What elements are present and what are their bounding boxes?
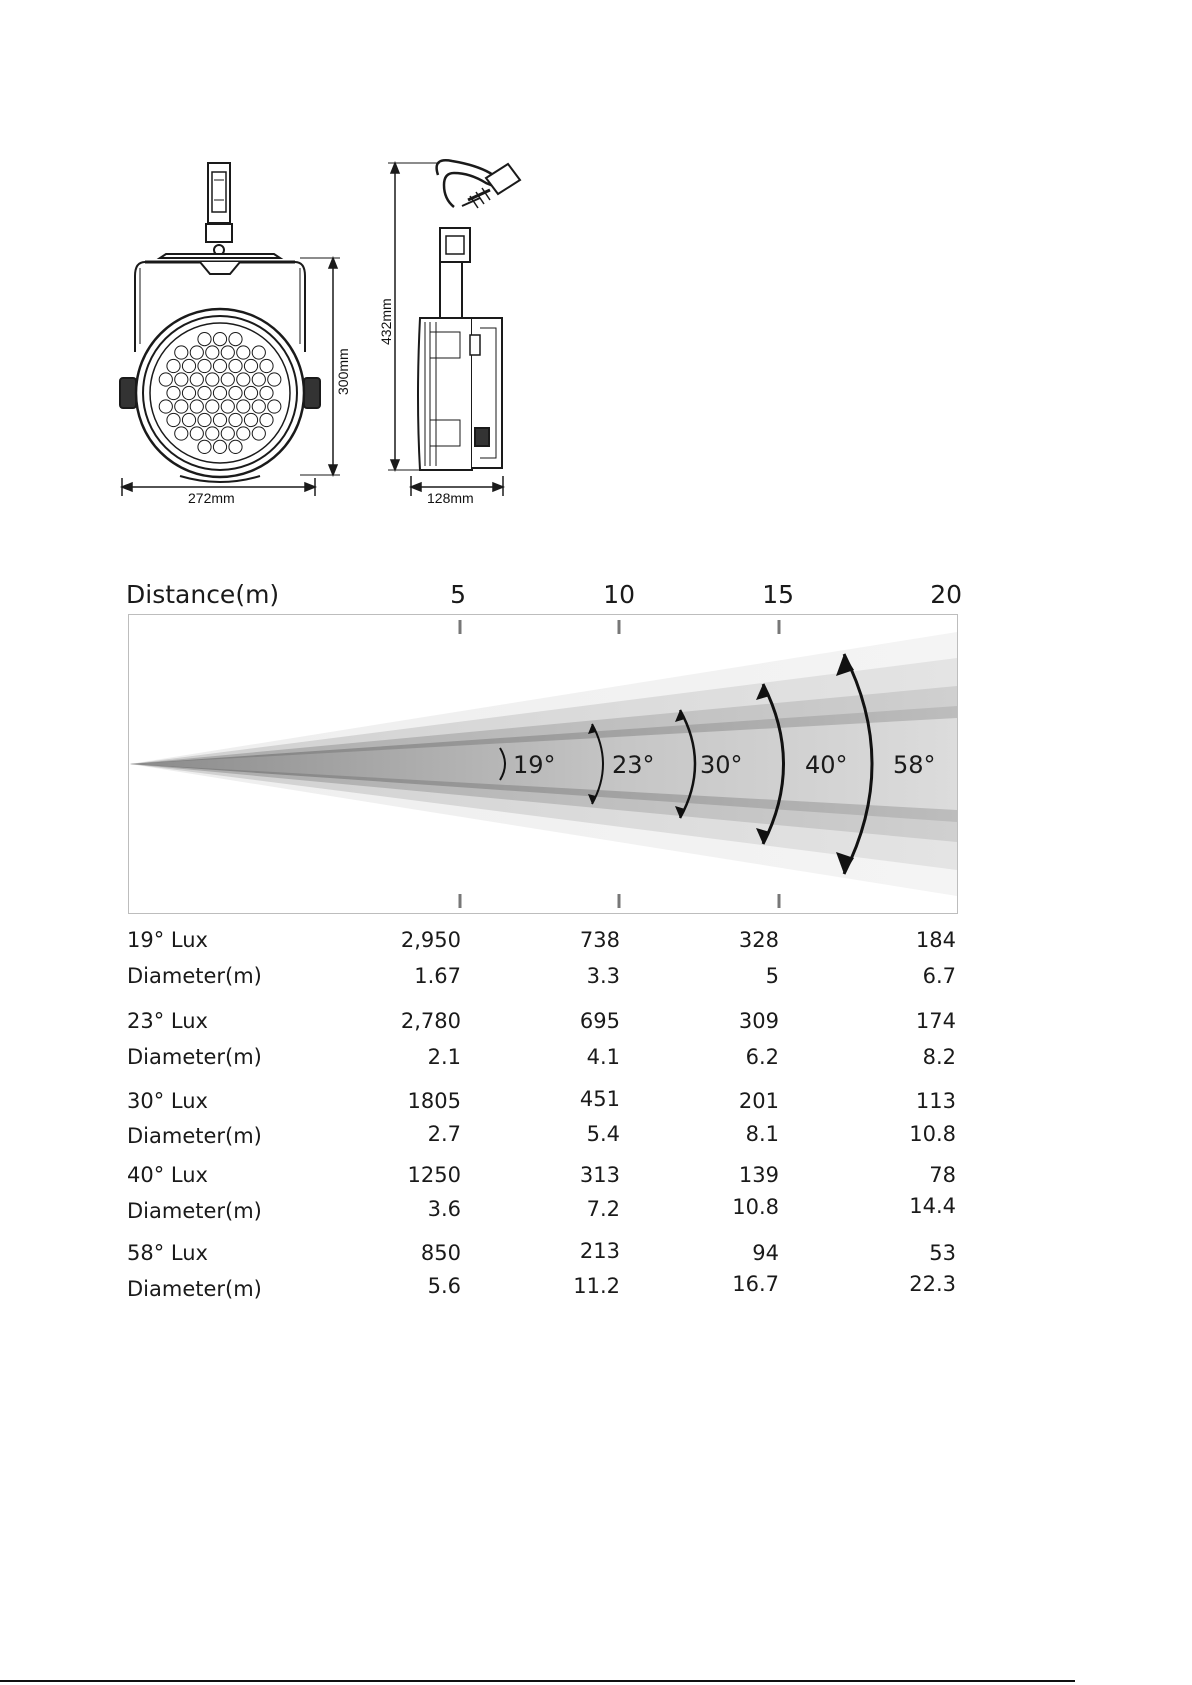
led-emitter: [229, 440, 242, 453]
cell-40-lux-20: 78: [929, 1163, 956, 1187]
front-width-label: 272mm: [188, 490, 235, 506]
cell-23-lux-5: 2,780: [400, 1009, 461, 1033]
angle-label-30: 30°: [700, 751, 743, 779]
led-emitter: [237, 427, 250, 440]
led-emitter: [206, 373, 219, 386]
led-emitter: [252, 346, 265, 359]
led-emitter: [190, 346, 203, 359]
cell-40-lux-5: 1250: [407, 1163, 461, 1187]
cell-19-diameter-5: 1.67: [414, 964, 461, 988]
led-emitter: [237, 373, 250, 386]
cell-40-diameter-15: 10.8: [732, 1195, 779, 1219]
row-label-40-lux: 40° Lux: [127, 1163, 208, 1187]
led-emitter: [221, 373, 234, 386]
led-emitter: [237, 400, 250, 413]
led-emitter: [206, 346, 219, 359]
angle-label-23: 23°: [612, 751, 655, 779]
row-label-23-lux: 23° Lux: [127, 1009, 208, 1033]
cell-30-diameter-20: 10.8: [909, 1122, 956, 1146]
led-emitter: [221, 400, 234, 413]
front-height-label: 300mm: [335, 348, 351, 395]
side-height-label: 432mm: [378, 298, 394, 345]
distance-axis-title: Distance(m): [126, 580, 280, 609]
product-drawings: [0, 0, 1192, 520]
angle-label-19: 19°: [513, 751, 556, 779]
led-emitter: [229, 413, 242, 426]
distance-label-5: 5: [450, 580, 466, 609]
cell-19-diameter-15: 5: [765, 964, 779, 988]
distance-label-10: 10: [603, 580, 635, 609]
cell-58-diameter-15: 16.7: [732, 1272, 779, 1296]
cell-58-lux-20: 53: [929, 1241, 956, 1265]
led-emitter: [159, 373, 172, 386]
row-label-30-diameter: Diameter(m): [127, 1124, 262, 1148]
led-emitter: [244, 413, 257, 426]
cell-58-lux-15: 94: [752, 1241, 779, 1265]
cell-23-lux-15: 309: [738, 1009, 779, 1033]
led-emitter: [167, 386, 180, 399]
led-emitter: [175, 427, 188, 440]
led-emitter: [190, 373, 203, 386]
led-emitter: [229, 386, 242, 399]
cell-40-diameter-10: 7.2: [586, 1197, 620, 1221]
led-emitter: [198, 386, 211, 399]
led-emitter: [206, 427, 219, 440]
led-emitter: [229, 333, 242, 346]
cell-30-lux-15: 201: [738, 1089, 779, 1113]
led-emitter: [268, 400, 281, 413]
led-emitter: [175, 346, 188, 359]
cell-30-lux-20: 113: [915, 1089, 956, 1113]
cell-23-lux-10: 695: [579, 1009, 620, 1033]
led-emitter: [229, 359, 242, 372]
cell-19-lux-5: 2,950: [400, 928, 461, 952]
cell-19-diameter-10: 3.3: [586, 964, 620, 988]
cell-30-diameter-10: 5.4: [586, 1122, 620, 1146]
led-emitter: [244, 386, 257, 399]
angle-label-40: 40°: [805, 751, 848, 779]
led-emitter: [182, 386, 195, 399]
cell-58-lux-10: 213: [579, 1239, 620, 1263]
cell-23-diameter-20: 8.2: [922, 1045, 956, 1069]
row-label-58-lux: 58° Lux: [127, 1241, 208, 1265]
led-emitter: [213, 440, 226, 453]
cell-19-diameter-20: 6.7: [922, 964, 956, 988]
cell-23-diameter-15: 6.2: [745, 1045, 779, 1069]
cell-58-lux-5: 850: [420, 1241, 461, 1265]
led-emitter: [198, 413, 211, 426]
side-view-drawing: [418, 160, 520, 470]
cell-58-diameter-20: 22.3: [909, 1272, 956, 1296]
led-emitter: [198, 440, 211, 453]
cell-30-diameter-5: 2.7: [427, 1122, 461, 1146]
led-emitter: [268, 373, 281, 386]
led-emitter: [167, 359, 180, 372]
led-emitter: [182, 359, 195, 372]
led-array: [159, 333, 281, 454]
led-emitter: [244, 359, 257, 372]
led-emitter: [175, 400, 188, 413]
led-emitter: [167, 413, 180, 426]
front-view-drawing: [120, 163, 320, 482]
led-emitter: [213, 333, 226, 346]
cell-58-diameter-5: 5.6: [427, 1274, 461, 1298]
cell-23-lux-20: 174: [915, 1009, 956, 1033]
cell-23-diameter-10: 4.1: [586, 1045, 620, 1069]
cell-19-lux-15: 328: [738, 928, 779, 952]
cell-30-diameter-15: 8.1: [745, 1122, 779, 1146]
led-emitter: [252, 427, 265, 440]
cell-40-lux-15: 139: [738, 1163, 779, 1187]
led-emitter: [159, 400, 172, 413]
row-label-40-diameter: Diameter(m): [127, 1199, 262, 1223]
cell-30-lux-5: 1805: [407, 1089, 461, 1113]
led-emitter: [237, 346, 250, 359]
led-emitter: [221, 346, 234, 359]
led-emitter: [252, 400, 265, 413]
led-emitter: [175, 373, 188, 386]
led-emitter: [198, 359, 211, 372]
led-emitter: [213, 386, 226, 399]
led-emitter: [260, 359, 273, 372]
page-bottom-rule: [0, 1680, 1075, 1682]
cell-19-lux-20: 184: [915, 928, 956, 952]
beam-angle-diagram: [128, 614, 958, 914]
cell-30-lux-10: 451: [579, 1087, 620, 1111]
row-label-58-diameter: Diameter(m): [127, 1277, 262, 1301]
side-width-label: 128mm: [427, 490, 474, 506]
cell-19-lux-10: 738: [579, 928, 620, 952]
row-label-19-lux: 19° Lux: [127, 928, 208, 952]
row-label-19-diameter: Diameter(m): [127, 964, 262, 988]
led-emitter: [221, 427, 234, 440]
led-emitter: [252, 373, 265, 386]
cell-58-diameter-10: 11.2: [573, 1274, 620, 1298]
cell-40-diameter-5: 3.6: [427, 1197, 461, 1221]
led-emitter: [190, 400, 203, 413]
led-emitter: [213, 413, 226, 426]
cell-23-diameter-5: 2.1: [427, 1045, 461, 1069]
distance-label-15: 15: [762, 580, 794, 609]
led-emitter: [190, 427, 203, 440]
led-emitter: [260, 413, 273, 426]
led-emitter: [213, 359, 226, 372]
led-emitter: [260, 386, 273, 399]
row-label-30-lux: 30° Lux: [127, 1089, 208, 1113]
led-emitter: [198, 333, 211, 346]
distance-label-20: 20: [930, 580, 962, 609]
cell-40-lux-10: 313: [579, 1163, 620, 1187]
row-label-23-diameter: Diameter(m): [127, 1045, 262, 1069]
angle-label-58: 58°: [893, 751, 936, 779]
led-emitter: [182, 413, 195, 426]
cell-40-diameter-20: 14.4: [909, 1194, 956, 1218]
led-emitter: [206, 400, 219, 413]
